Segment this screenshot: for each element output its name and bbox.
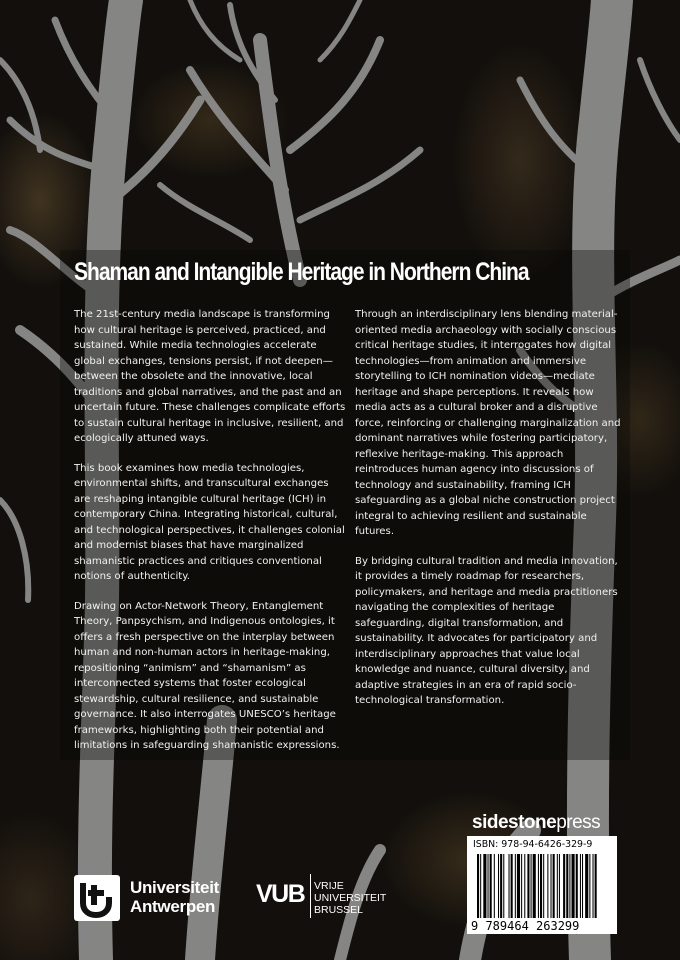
blurb-paragraph: This book examines how media technologies, environmental shifts, and transcultural exchanges are reshaping intangible cultural heritage (ICH) in contemporary China. Integrating historical, cultural, and technological perspectives, it challenges colonial and modernist biases that have marginalized shamanistic practices and critiques conventional notions of authenticity.: [74, 462, 345, 582]
blurb-paragraph: Drawing on Actor-Network Theory, Entanglement Theory, Panpsychism, and Indigenous ontologies, it offers a fresh perspective on the interplay between human and non-human actors in heritage-making, repositioning “animism” and “shamanism” as interconnected systems that foster ecological stewardship, cultural resilience, and sustainable governance. It also interrogates UNESCO’s heritage frameworks, highlighting both their potential and limitations in safeguarding shamanistic expressions.: [74, 600, 340, 751]
ua-name-line2: Antwerpen: [130, 897, 216, 916]
blurb-left-column: [74, 307, 346, 768]
vub-name: VRIJE UNIVERSITEIT BRUSSEL: [314, 880, 387, 916]
blurb-paragraph: Through an interdisciplinary lens blending material-oriented media archaeology with socially conscious critical heritage studies, it interrogates how digital technologies—from animation and immersive storytelling to ICH nomination videos—mediate heritage and shape perceptions. It reveals how media acts as a cultural broker and a disruptive force, reinforcing or challenging marginalization and dominant narratives while fostering participatory, reflexive heritage-making. This approach reintroduces human agency into discussions of technology and sustainability, framing ICH safeguarding as a global niche construction project integral to achieving resilient and sustainable futures.: [355, 309, 621, 537]
ua-name-line1: Universiteit: [130, 878, 219, 897]
isbn-label: ISBN: 978-94-6426-329-9: [473, 839, 593, 850]
book-title: Shaman and Intangible Heritage in Northern China: [74, 258, 529, 286]
barcode-icon: [467, 836, 617, 934]
blurb-right-column: [355, 307, 627, 723]
blurb-paragraph: By bridging cultural tradition and media innovation, it provides a timely roadmap for researchers, policymakers, and heritage and media practitioners navigating the complexities of heritage safeguarding, digital transformation, and sustainability. It advocates for participatory and interdisciplinary approaches that value local knowledge and nuance, cultural diversity, and adaptive strategies in an era of rapid socio-technological transformation.: [355, 555, 618, 706]
ua-emblem-icon: [74, 875, 120, 921]
blurb-paragraph: The 21st-century media landscape is transforming how cultural heritage is perceived, practiced, and sustained. While media technologies accelerate global exchanges, tensions persist, if not deepen—between the obsolete and the innovative, local traditions and global narratives, and the past and an uncertain future. These challenges complicate efforts to sustain cultural heritage in inclusive, resilient, and ecologically attuned ways.: [74, 309, 346, 444]
publisher-name-light: press: [556, 812, 601, 833]
vub-emblem: VUB: [256, 874, 311, 918]
publisher-logo: [472, 812, 600, 834]
isbn-barcode: [467, 836, 617, 934]
barcode-digits: 9 789464 263299: [471, 919, 580, 933]
publisher-name-bold: sidestone: [472, 812, 557, 833]
